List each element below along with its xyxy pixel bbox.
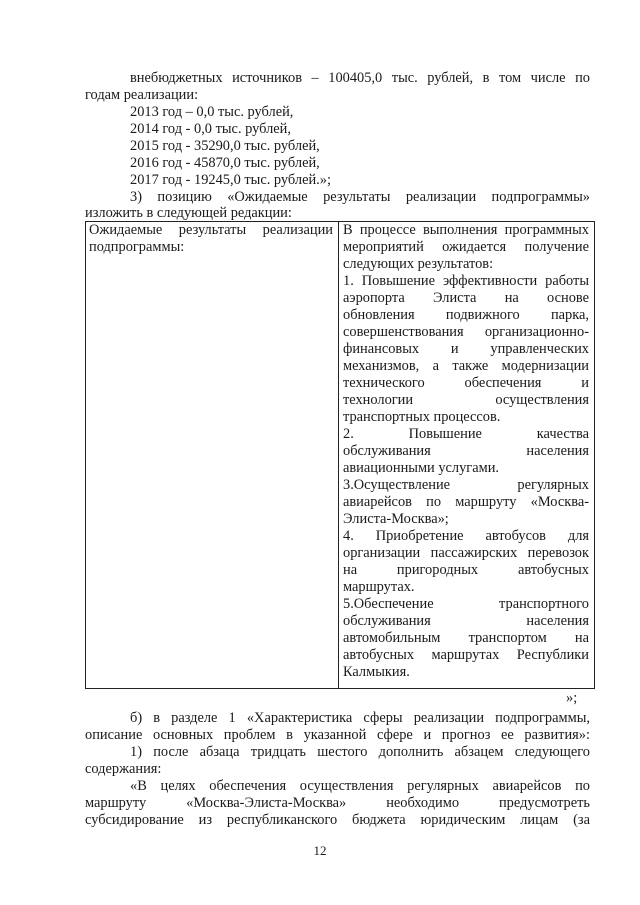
table-right-line: технического обеспечения и [343, 375, 589, 391]
year-line: 2013 год – 0,0 тыс. рублей, [130, 104, 294, 120]
table-right-line: авиарейсов по маршруту «Москва- [343, 494, 589, 510]
table-right-line: обслуживания населения [343, 443, 589, 459]
table-right-line: обновления подвижного парка, [343, 307, 589, 323]
paragraph-line: описание основных проблем в указанной сфере и прогноз ее развития»: [85, 727, 590, 743]
table-right-line: транспортных процессов. [343, 409, 501, 425]
table-right-line: механизмов, а также модернизации [343, 358, 589, 374]
table-right-line: авиационными услугами. [343, 460, 499, 476]
table-right-line: 1. Повышение эффективности работы [343, 273, 589, 289]
table-right-line: финансовых и управленческих [343, 341, 589, 357]
paragraph-line: маршруту «Москва-Элиста-Москва» необходимо предусмотреть [85, 795, 590, 811]
table-right-line: организации пассажирских перевозок [343, 545, 589, 561]
table-right-line: 3.Осуществление регулярных [343, 477, 589, 493]
year-line: 2015 год - 35290,0 тыс. рублей, [130, 138, 320, 154]
table-right-line: аэропорта Элиста на основе [343, 290, 589, 306]
table-right-line: автомобильным транспортом на [343, 630, 589, 646]
paragraph-line: годам реализации: [85, 87, 199, 103]
table-right-line: маршрутах. [343, 579, 415, 595]
table-right-line: на пригородных автобусных [343, 562, 589, 578]
year-line: 2014 год - 0,0 тыс. рублей, [130, 121, 291, 137]
paragraph-line: 1) после абзаца тридцать шестого дополнить абзацем следующего [130, 744, 590, 760]
table-right-line: 2. Повышение качества [343, 426, 589, 442]
closing-quote: »; [566, 690, 578, 706]
year-line: 2016 год - 45870,0 тыс. рублей, [130, 155, 320, 171]
paragraph-line: б) в разделе 1 «Характеристика сферы реализации подпрограммы, [130, 710, 590, 726]
table-right-line: обслуживания населения [343, 613, 589, 629]
table-left-cell [86, 222, 339, 689]
paragraph-line: субсидирование из республиканского бюджета юридическим лицам (за [85, 812, 590, 828]
paragraph-line: содержания: [85, 761, 162, 777]
year-line: 2017 год - 19245,0 тыс. рублей.»; [130, 172, 331, 188]
table-right-line: совершенствования организационно- [343, 324, 589, 340]
paragraph-line: 3) позицию «Ожидаемые результаты реализации подпрограммы» [130, 189, 590, 205]
table-left-line: подпрограммы: [89, 239, 185, 255]
table-right-line: В процессе выполнения программных [343, 222, 589, 238]
table-right-line: Калмыкия. [343, 664, 410, 680]
table-right-line: 4. Приобретение автобусов для [343, 528, 589, 544]
page-number: 12 [313, 843, 327, 858]
paragraph-line: «В целях обеспечения осуществления регулярных авиарейсов по [130, 778, 590, 794]
table-right-line: автобусных маршрутах Республики [343, 647, 589, 663]
table-right-line: технологии осуществления [343, 392, 589, 408]
paragraph-line: изложить в следующей редакции: [85, 205, 292, 221]
table-left-line: Ожидаемые результаты реализации [89, 222, 333, 238]
paragraph-line: внебюджетных источников – 100405,0 тыс. рублей, в том числе по [130, 70, 590, 86]
table-right-line: мероприятий ожидается получение [343, 239, 589, 255]
table-right-line: Элиста-Москва»; [343, 511, 449, 527]
table-right-line: следующих результатов: [343, 256, 494, 272]
table-right-line: 5.Обеспечение транспортного [343, 596, 589, 612]
